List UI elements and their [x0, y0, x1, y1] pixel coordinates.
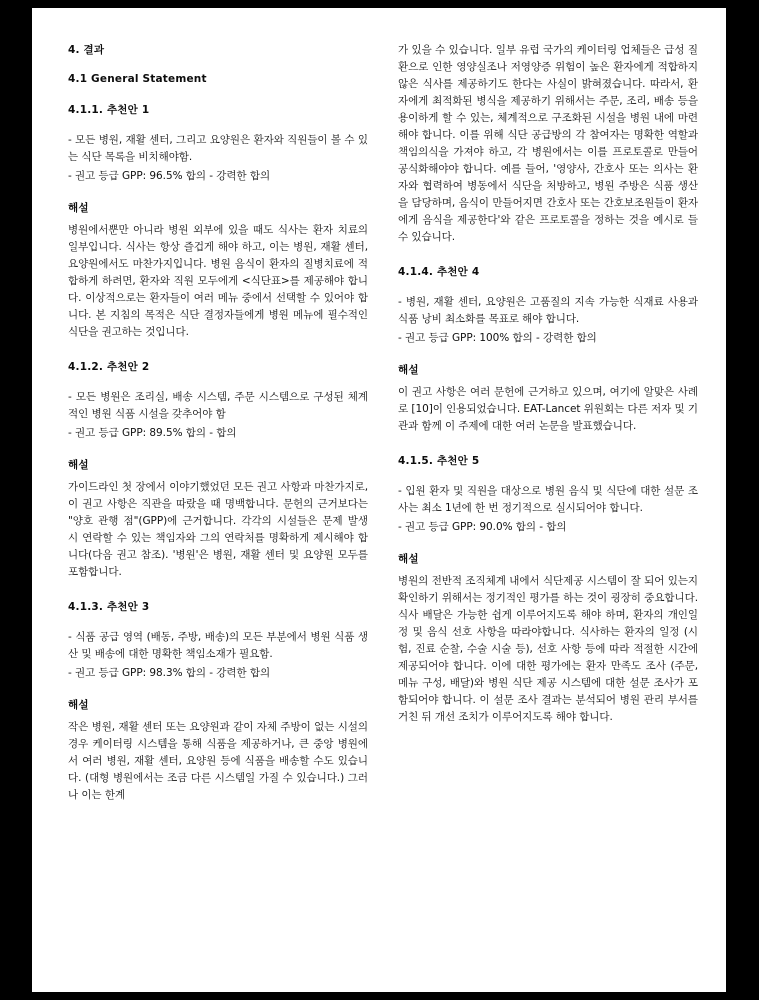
- recommendation-4-explanation-text: 이 권고 사항은 여러 문헌에 근거하고 있으며, 여기에 알맞은 사례로 [10]이 인용되었습니다. EAT-Lancet 위원회는 다른 저자 및 기관과 함께 이 주제에 대한 여러 논문을 발표했습니다.: [398, 386, 698, 432]
- recommendation-1-explanation-heading: 해설: [68, 202, 89, 214]
- recommendation-3-explanation-heading: 해설: [68, 699, 89, 711]
- recommendation-4-explanation-heading: 해설: [398, 364, 419, 376]
- recommendation-5-heading: 4.1.5. 추천안 5: [398, 455, 480, 467]
- recommendation-1-heading: 4.1.1. 추천안 1: [68, 104, 150, 116]
- bullet-item: - 식품 공급 영역 (배동, 주방, 배송)의 모든 부분에서 병원 식품 생산 및 배송에 대한 명확한 책임소재가 필요함.: [68, 631, 368, 660]
- bullet-item: - 권고 등급 GPP: 98.3% 합의 - 강력한 합의: [68, 667, 271, 679]
- bullet-item: - 권고 등급 GPP: 90.0% 합의 - 합의: [398, 521, 567, 533]
- recommendation-3-bullets: [68, 629, 368, 682]
- page-columns: [68, 42, 698, 972]
- bullet-item: - 권고 등급 GPP: 96.5% 합의 - 강력한 합의: [68, 170, 271, 182]
- section-heading: 4. 결과: [68, 44, 105, 56]
- subsection-heading: 4.1 General Statement: [68, 73, 207, 85]
- recommendation-2-bullets: [68, 389, 368, 442]
- recommendation-4-bullets: [398, 294, 698, 347]
- bullet-item: - 모든 병원, 재활 센터, 그리고 요양원은 환자와 직원들이 볼 수 있는 식단 목록을 비치해야함.: [68, 134, 368, 163]
- recommendation-3-heading: 4.1.3. 추천안 3: [68, 601, 150, 613]
- right-column: [398, 42, 698, 972]
- document-page: [32, 8, 726, 992]
- recommendation-3-explanation-text: 작은 병원, 재활 센터 또는 요양원과 같이 자체 주방이 없는 시설의 경우 케이터링 시스템을 통해 식품을 제공하거나, 큰 중앙 병원에서 여러 병원, 재활 센터, 요양원 등에 식품을 배송할 수도 있습니다. (대형 병원에서는 조금 다른 시스템일 가질 수 있습니다.) 그러나 이는 한계: [68, 721, 368, 801]
- bullet-item: - 권고 등급 GPP: 89.5% 합의 - 합의: [68, 427, 237, 439]
- recommendation-1-explanation-text: 병원에서뿐만 아니라 병원 외부에 있을 때도 식사는 환자 치료의 일부입니다. 식사는 항상 즐겁게 해야 하고, 이는 병원, 재활 센터, 요양원에서도 마찬가지입니다. 병원 음식이 환자의 질병치료에 적합하게 하려면, 환자와 직원 모두에게 <식단표>를 제공해야 합니다. 이상적으로는 환자들이 여러 메뉴 중에서 선택할 수 있어야 합니다. 본 지침의 목적은 식단 결정자들에게 병원 메뉴에 필수적인 식단을 권고하는 것입니다.: [68, 224, 368, 338]
- recommendation-2-explanation-text: 가이드라인 첫 장에서 이야기했었던 모든 권고 사항과 마찬가지로, 이 권고 사항은 직관을 따랐을 때 명백합니다. 문헌의 근거보다는 "양호 관행 점"(GPP)에 근거합니다. 각각의 시설들은 문제 발생 시 연락할 수 있는 책임자와 그의 연락처를 명확하게 제시해야 합니다(다음 권고 참조). '병원'은 병원, 재활 센터 및 요양원 모두를 포함합니다.: [68, 481, 368, 578]
- recommendation-4-heading: 4.1.4. 추천안 4: [398, 266, 480, 278]
- left-column: [68, 42, 368, 972]
- recommendation-1-bullets: [68, 132, 368, 185]
- bullet-item: - 모든 병원은 조리실, 배송 시스템, 주문 시스템으로 구성된 체계적인 병원 식품 시설을 갖추어야 함: [68, 391, 368, 420]
- bullet-item: - 입원 환자 및 직원을 대상으로 병원 음식 및 식단에 대한 설문 조사는 최소 1년에 한 번 정기적으로 실시되어야 합니다.: [398, 485, 698, 514]
- recommendation-5-explanation-text: 병원의 전반적 조직체계 내에서 식단제공 시스템이 잘 되어 있는지 확인하기 위해서는 정기적인 평가를 하는 것이 굉장히 중요합니다. 식사 배달은 가능한 쉽게 이루어지도록 해야 하며, 환자의 개인일정 및 음식 선호 사항을 따라야합니다. 식사하는 환자의 일정 (시험, 진료 순찰, 수술 시술 등), 선호 사항 등에 따라 적절한 시간에 제공되어야 합니다. 이에 대한 평가에는 환자 만족도 조사 (주문, 메뉴 구성, 배달)와 병원 식단 제공 시스템에 대한 설문 조사가 포함되어야 합니다. 이 설문 조사 결과는 분석되어 병원 관리 부서를 거친 뒤 개선 조치가 이루어지도록 해야 합니다.: [398, 575, 698, 723]
- continued-paragraph: 가 있을 수 있습니다. 일부 유럽 국가의 케이터링 업체들은 급성 질환으로 인한 영양실조나 저영양증 위험이 높은 환자에게 적합하지 않은 식사를 제공하기도 한다는 사실이 밝혀졌습니다. 따라서, 환자에게 최적화된 병식을 제공하기 위해서는 주문, 조리, 배송 등을 용이하게 할 수 있는, 체계적으로 구조화된 시설을 병원 내에 마련해야 합니다. 이를 위해 식단 공급방의 각 참여자는 명확한 역할과 책임의식을 가져야 하고, 각 병원에서는 이를 프로토콜로 만들어 공식화해야야 합니다. 예를 들어, '영양사, 간호사 또는 의사는 환자와 협력하여 병동에서 식단을 처방하고, 병원 주방은 식품 생산을 담당하며, 음식이 만들어지면 간호사 또는 간호보조원들이 환자에게 음식을 제공한다'와 같은 프로토콜을 정하는 것을 예시로 들 수 있습니다.: [398, 44, 698, 243]
- bullet-item: - 병원, 재활 센터, 요양원은 고품질의 지속 가능한 식재료 사용과 식품 낭비 최소화를 목표로 해야 합니다.: [398, 296, 698, 325]
- recommendation-5-explanation-heading: 해설: [398, 553, 419, 565]
- bullet-item: - 권고 등급 GPP: 100% 합의 - 강력한 합의: [398, 332, 597, 344]
- recommendation-2-explanation-heading: 해설: [68, 459, 89, 471]
- recommendation-5-bullets: [398, 483, 698, 536]
- recommendation-2-heading: 4.1.2. 추천안 2: [68, 361, 150, 373]
